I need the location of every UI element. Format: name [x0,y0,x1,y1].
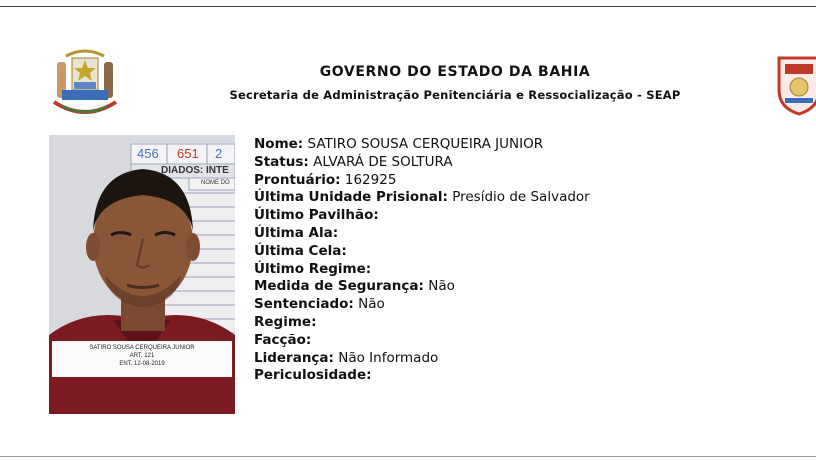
field-label: Último Regime: [254,260,372,277]
field-periculosidade [254,367,590,385]
field-status [254,154,590,172]
page-title: GOVERNO DO ESTADO DA BAHIA [319,64,591,80]
field-label: Medida de Segurança: [254,278,424,295]
field-label: Periculosidade: [254,367,372,384]
field-ultimo-pavilhao [254,207,590,225]
field-value: Não Informado [338,349,439,366]
field-ultima-unidade-prisional [254,189,590,207]
bahia-coat-of-arms-icon [50,46,120,124]
field-value: Não [428,278,455,295]
field-label: Prontuário: [254,171,341,188]
field-lideranca [254,350,590,368]
bottom-border [0,456,816,457]
field-label: Último Pavilhão: [254,207,379,224]
field-value: Presídio de Salvador [452,189,590,206]
field-prontuario [254,172,590,190]
field-value: 162925 [344,171,397,188]
field-label: Nome: [254,136,304,152]
seap-emblem-icon [775,54,816,116]
field-ultima-ala [254,225,590,243]
caption-name: SATIRO SOUSA CERQUEIRA JUNIOR [89,345,195,351]
field-ultima-cela [254,243,590,261]
field-label: Última Ala: [254,224,339,241]
field-value: ALVARÁ DE SOLTURA [313,153,453,170]
field-value: Não [358,296,385,313]
field-label: Regime: [254,313,317,330]
caption-article: ART. 121 [129,353,155,359]
inmate-details [254,136,590,385]
page-subtitle: Secretaria de Administração Penitenciária e Ressocialização - SEAP [229,88,681,102]
field-label: Última Cela: [254,242,347,259]
field-ultimo-regime [254,261,590,279]
photo-caption [52,341,232,377]
field-nome [254,136,590,154]
field-label: Liderança: [254,349,334,366]
board-cell: 651 [177,146,199,161]
field-medida-de-seguranca [254,278,590,296]
board-header: DIADOS: INTE [161,165,229,176]
caption-entry-date: ENT. 12-08-2019 [119,361,165,367]
field-label: Status: [254,153,309,170]
board-subheader: NOME DO [201,180,230,186]
field-faccao [254,332,590,350]
field-sentenciado [254,296,590,314]
field-regime [254,314,590,332]
field-label: Facção: [254,331,312,348]
field-value: SATIRO SOUSA CERQUEIRA JUNIOR [307,136,544,152]
board-cell: 2 [215,146,223,161]
field-label: Sentenciado: [254,296,354,313]
field-label: Última Unidade Prisional: [254,189,448,206]
board-cell: 456 [137,146,159,161]
top-border [0,6,816,7]
